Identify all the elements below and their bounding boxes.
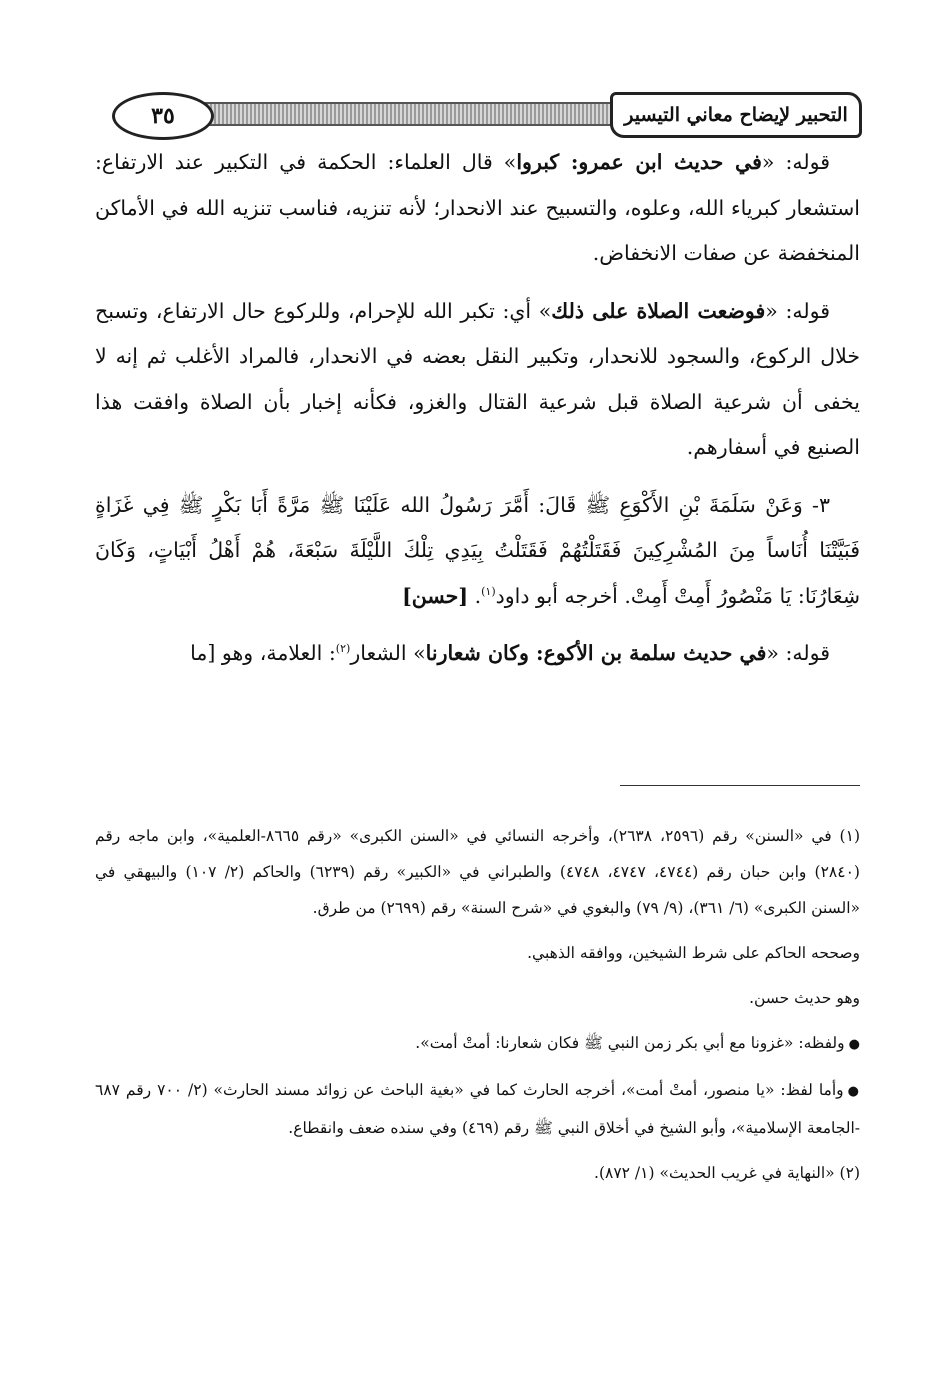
p4-tail: : العلامة، وهو [ما xyxy=(190,641,336,665)
paragraph-4 xyxy=(95,631,860,677)
p4-rest: » الشعار xyxy=(350,641,426,665)
hadith-paragraph xyxy=(95,483,860,620)
bullet-icon: ● xyxy=(847,1084,860,1099)
header-decorative-band xyxy=(202,102,614,126)
page-number: ٣٥ xyxy=(112,92,214,140)
paragraph-1 xyxy=(95,140,860,277)
main-text xyxy=(95,140,860,689)
footnote-bullet-1 xyxy=(95,1025,860,1063)
footnote-separator xyxy=(620,785,860,786)
footnote-wording: ولفظه: «غزونا مع أبي بكر زمن النبي ﷺ فكان شعارنا: أمتْ أمت». xyxy=(415,1034,845,1052)
footnote-2: (٢) «النهاية في غريب الحديث» (١/ ٨٧٢). xyxy=(594,1164,860,1182)
p1-bold-quote: في حديث ابن عمرو: كبروا xyxy=(516,150,762,174)
footnote-marker-1[interactable]: (١) xyxy=(481,584,496,598)
book-title: التحبير لإيضاح معاني التيسير xyxy=(610,92,862,138)
footnote-1: (١) في «السنن» رقم (٢٥٩٦، ٢٦٣٨)، وأخرجه النسائي في «السنن الكبرى» «رقم ٨٦٦٥-العلمية»، وابن ماجه رقم (٢٨٤٠) وابن حبان رقم (٤٧٤٤، ٤٧٤٧، ٤٧٤٨) والطبراني في «الكبير» رقم (٦٢٣٩) والحاكم (٢/ ١٠٧) والبيهقي في «السنن الكبرى» (٦/ ٣٦١)، (٩/ ٧٩) والبغوي في «شرح السنة» رقم (٢٦٩٩) من طرق. xyxy=(95,827,860,917)
page-header xyxy=(92,92,862,138)
footnote-grade: وهو حديث حسن. xyxy=(749,989,860,1007)
hadith-end: . xyxy=(474,583,482,608)
p2-bold-quote: فوضعت الصلاة على ذلك xyxy=(551,298,766,323)
paragraph-2 xyxy=(95,289,860,471)
footnotes xyxy=(95,818,860,1200)
p2-intro: قوله: « xyxy=(765,298,830,323)
hadith-grade: [حسن] xyxy=(402,583,469,608)
p2-rest: » أي: تكبر الله للإحرام، وللركوع حال الارتفاع، وتسبح خلال الركوع، والسجود للانحدار، وتكبير النقل بعضه في الانحدار، فالمراد الأغلب ثم إنه لا يخفى أن شرعية الصلاة قبل شرعية القتال والغزو، فكأنه إخبار بأن الصلاة وافقت هذا الصنيع في أسفارهم. xyxy=(95,298,860,459)
bullet-icon: ● xyxy=(848,1037,860,1052)
p1-intro: قوله: « xyxy=(761,150,831,174)
hadith-text: ٣- وَعَنْ سَلَمَةَ بْنِ الأَكْوَعِ ﷺ قَالَ: أَمَّرَ رَسُولُ الله عَلَيْنَا ﷺ مَرَّةً أَبَا بَكْرٍ ﷺ فِي غَزَاةٍ فَبَيَّتْنَا أُنَاساً مِنَ المُشْرِكِينَ فَقَتَلْتُهُمْ فَقَتَلْتُ بِيَدِي تِلْكَ اللَّيْلَةَ سَبْعَةَ، هُمْ أَهْلُ أَبْيَاتٍ، وَكَانَ شِعَارُنَا: يَا مَنْصُورُ أَمِتْ أَمِتْ. أخرجه أبو داود xyxy=(95,492,860,608)
footnote-bullet-2 xyxy=(95,1072,860,1146)
p1-rest: » قال العلماء: الحكمة في التكبير عند الارتفاع: استشعار كبرياء الله، وعلوه، والتسبيح عند الانحدار؛ لأنه تنزيه، فناسب تنزيه الله في الأماكن المنخفضة عن صفات الانخفاض. xyxy=(95,150,860,265)
footnote-marker-2[interactable]: (٢) xyxy=(335,642,351,656)
p4-bold-quote: في حديث سلمة بن الأكوع: وكان شعارنا xyxy=(425,641,767,665)
footnote-other-wording: وأما لفظ: «يا منصور، أمتْ أمت»، أخرجه الحارث كما في «بغية الباحث عن زوائد مسند الحارث» (٢/ ٧٠٠ رقم ٦٨٧ -الجامعة الإسلامية»، وأبو الشيخ في أخلاق النبي ﷺ رقم (٤٦٩) وفي سنده ضعف وانقطاع. xyxy=(95,1081,860,1137)
p4-intro: قوله: « xyxy=(766,641,830,665)
footnote-authentication: وصححه الحاكم على شرط الشيخين، ووافقه الذهبي. xyxy=(527,944,860,962)
